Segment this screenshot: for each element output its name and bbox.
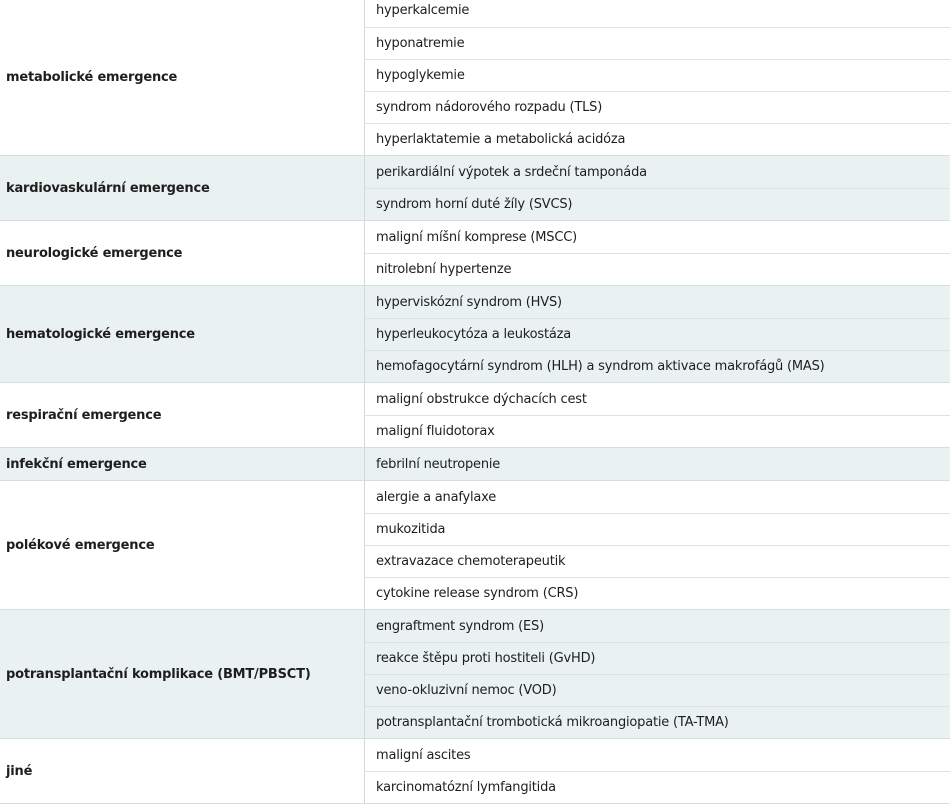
category-label: infekční emergence — [6, 456, 147, 472]
list-item: maligní fluidotorax — [365, 415, 950, 447]
category-label: respirační emergence — [6, 407, 162, 423]
list-item: hyperleukocytóza a leukostáza — [365, 318, 950, 350]
list-item: reakce štěpu proti hostiteli (GvHD) — [365, 642, 950, 674]
list-item: cytokine release syndrom (CRS) — [365, 577, 950, 609]
table-row-group — [0, 448, 950, 481]
list-item: karcinomatózní lymfangitida — [365, 771, 950, 803]
list-item: alergie a anafylaxe — [376, 489, 497, 505]
list-item: maligní obstrukce dýchacích cest — [376, 391, 587, 407]
category-label: polékové emergence — [6, 537, 155, 553]
table-row-group — [0, 610, 950, 739]
table-row-group — [0, 383, 950, 448]
list-item: mukozitida — [365, 513, 950, 545]
list-item: perikardiální výpotek a srdeční tamponáda — [376, 164, 647, 180]
list-item: nitrolební hypertenze — [365, 253, 950, 285]
category-items — [364, 610, 950, 738]
category-items — [364, 0, 950, 155]
list-item: hemofagocytární syndrom (HLH) a syndrom aktivace makrofágů (MAS) — [365, 350, 950, 382]
list-item: hyperlaktatemie a metabolická acidóza — [365, 123, 950, 155]
list-item: febrilní neutropenie — [376, 456, 501, 472]
table-row-group — [0, 286, 950, 383]
category-label: neurologické emergence — [6, 245, 183, 261]
list-item: engraftment syndrom (ES) — [376, 618, 544, 634]
category-items — [364, 286, 950, 382]
table-row-group — [0, 0, 950, 156]
category-items — [364, 448, 950, 480]
category-label: jiné — [6, 763, 33, 779]
list-item: syndrom nádorového rozpadu (TLS) — [365, 91, 950, 123]
table-row-group — [0, 221, 950, 286]
list-item: syndrom horní duté žíly (SVCS) — [365, 188, 950, 220]
list-item: hyponatremie — [365, 27, 950, 59]
category-label: hematologické emergence — [6, 326, 195, 342]
list-item: maligní míšní komprese (MSCC) — [376, 229, 577, 245]
category-label: potransplantační komplikace (BMT/PBSCT) — [6, 666, 311, 682]
list-item: veno-okluzivní nemoc (VOD) — [365, 674, 950, 706]
list-item: hyperviskózní syndrom (HVS) — [376, 294, 562, 310]
list-item: extravazace chemoterapeutik — [365, 545, 950, 577]
category-label: metabolické emergence — [6, 70, 178, 85]
list-item: maligní ascites — [376, 747, 471, 763]
category-items — [364, 383, 950, 447]
category-label: kardiovaskulární emergence — [6, 180, 210, 196]
table-row-group — [0, 481, 950, 610]
list-item: hyperkalcemie — [376, 3, 470, 18]
list-item: potransplantační trombotická mikroangiopatie (TA-TMA) — [365, 706, 950, 738]
table-row-group — [0, 156, 950, 221]
category-items — [364, 481, 950, 609]
category-items — [364, 221, 950, 285]
list-item: hypoglykemie — [365, 59, 950, 91]
category-items — [364, 156, 950, 220]
table-row-group — [0, 739, 950, 804]
category-items — [364, 739, 950, 803]
